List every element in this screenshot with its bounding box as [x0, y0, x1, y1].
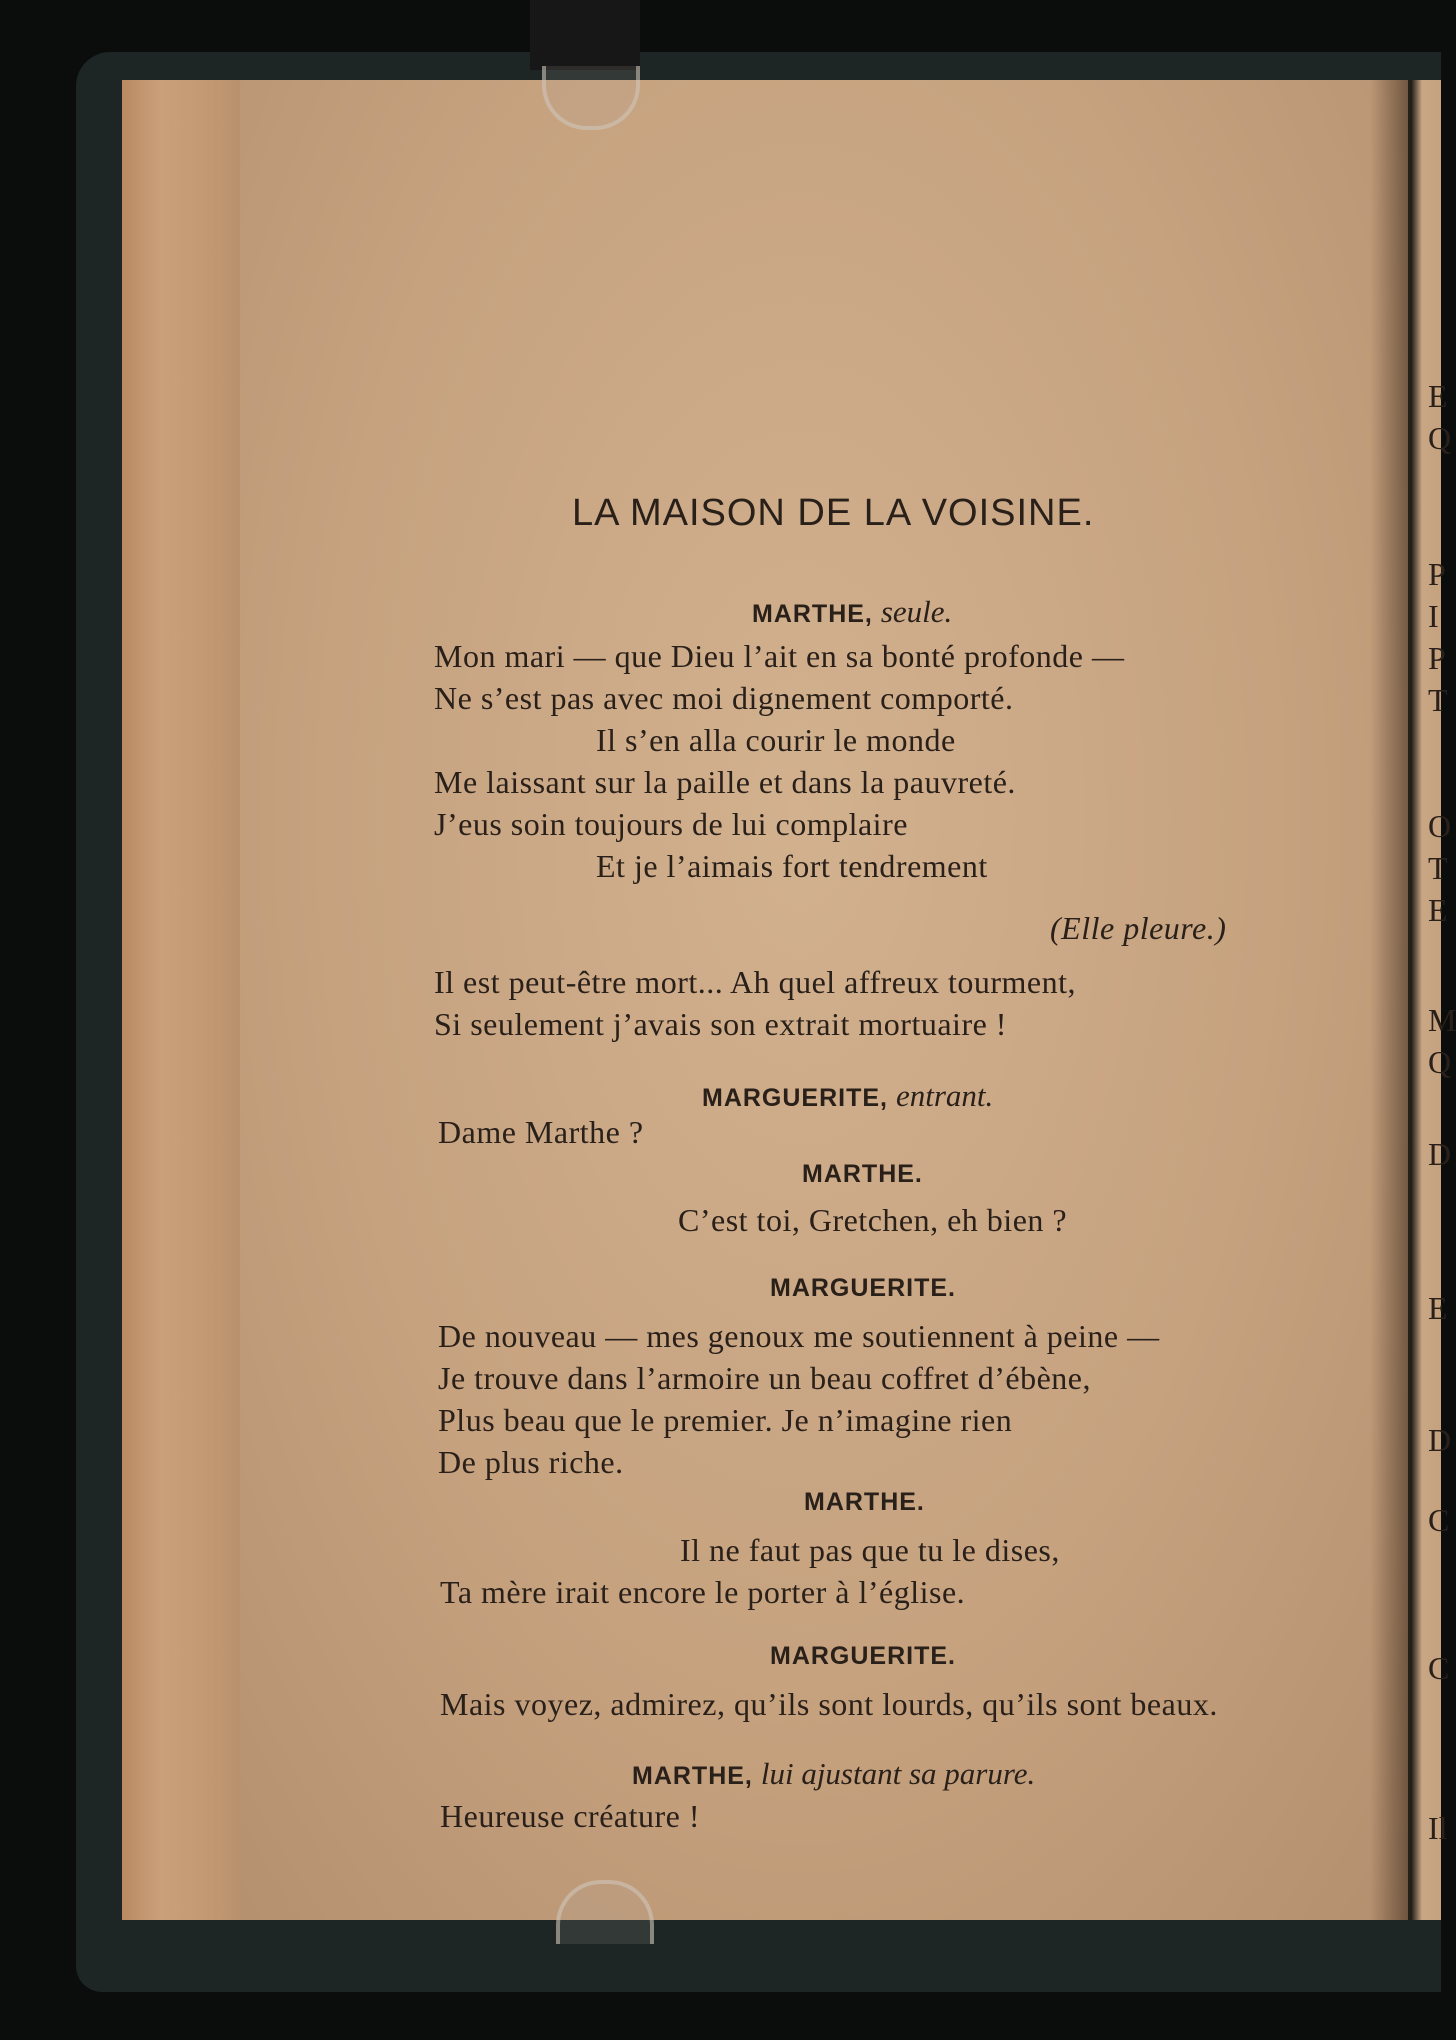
speaker-heading: MARTHE. — [802, 1160, 923, 1188]
speaker-heading: MARTHE. — [804, 1488, 925, 1516]
verse-line: De nouveau — mes genoux me soutiennent à peine — — [438, 1318, 1160, 1354]
verse-line: Ne s’est pas avec moi dignement comporté. — [434, 680, 1014, 716]
speaker-heading: MARGUERITE. — [770, 1642, 956, 1670]
verse-line: J’eus soin toujours de lui complaire — [434, 806, 908, 842]
stage-direction: seule. — [880, 594, 953, 629]
verse-line: Plus beau que le premier. Je n’imagine rien — [438, 1402, 1013, 1438]
facing-letter: Q — [1428, 420, 1452, 456]
facing-letter: Q — [1428, 1044, 1452, 1080]
facing-letter: C — [1428, 1502, 1450, 1538]
facing-letter: O — [1428, 808, 1452, 844]
facing-page-text — [1428, 0, 1456, 2040]
facing-letter: E — [1428, 1290, 1448, 1326]
verse-line: Mon mari — que Dieu l’ait en sa bonté profonde — — [434, 638, 1125, 674]
speaker-heading — [752, 594, 952, 630]
speaker-name: MARTHE, — [752, 600, 873, 628]
speaker-heading — [632, 1756, 1035, 1792]
verse-line: Dame Marthe ? — [438, 1114, 644, 1150]
verse-line: Heureuse créature ! — [440, 1798, 700, 1834]
facing-letter: M — [1428, 1002, 1456, 1038]
speaker-name: MARTHE, — [632, 1762, 753, 1790]
facing-letter: T — [1428, 682, 1448, 718]
scene-title: LA MAISON DE LA VOISINE. — [572, 492, 1095, 534]
facing-letter: T — [1428, 850, 1448, 886]
verse-line: Il s’en alla courir le monde — [596, 722, 956, 758]
verse-line: Me laissant sur la paille et dans la pauvreté. — [434, 764, 1016, 800]
verse-line: C’est toi, Gretchen, eh bien ? — [678, 1202, 1068, 1238]
facing-letter: P — [1428, 556, 1446, 592]
facing-letter: Il — [1428, 1810, 1448, 1846]
facing-letter: P — [1428, 640, 1446, 676]
stage-direction: lui ajustant sa parure. — [760, 1756, 1036, 1791]
verse-line: Mais voyez, admirez, qu’ils sont lourds, qu’ils sont beaux. — [440, 1686, 1218, 1722]
verse-line: Ta mère irait encore le porter à l’église. — [440, 1574, 966, 1610]
verse-line: Si seulement j’avais son extrait mortuaire ! — [434, 1006, 1007, 1042]
facing-letter: E — [1428, 892, 1448, 928]
verse-line: Il est peut-être mort... Ah quel affreux tourment, — [434, 964, 1076, 1000]
stage-direction: (Elle pleure.) — [1050, 910, 1227, 946]
facing-letter: D — [1428, 1136, 1452, 1172]
verse-line: Et je l’aimais fort tendrement — [596, 848, 988, 884]
facing-letter: I — [1428, 598, 1439, 634]
speaker-heading — [702, 1078, 993, 1114]
facing-letter: C — [1428, 1650, 1450, 1686]
speaker-name: MARGUERITE, — [702, 1084, 888, 1112]
verse-line: Je trouve dans l’armoire un beau coffret d’ébène, — [438, 1360, 1091, 1396]
verse-line: Il ne faut pas que tu le dises, — [680, 1532, 1060, 1568]
verse-line: De plus riche. — [438, 1444, 624, 1480]
speaker-heading: MARGUERITE. — [770, 1274, 956, 1302]
facing-letter: D — [1428, 1422, 1452, 1458]
stage-direction: entrant. — [895, 1078, 994, 1113]
facing-letter: E — [1428, 378, 1448, 414]
